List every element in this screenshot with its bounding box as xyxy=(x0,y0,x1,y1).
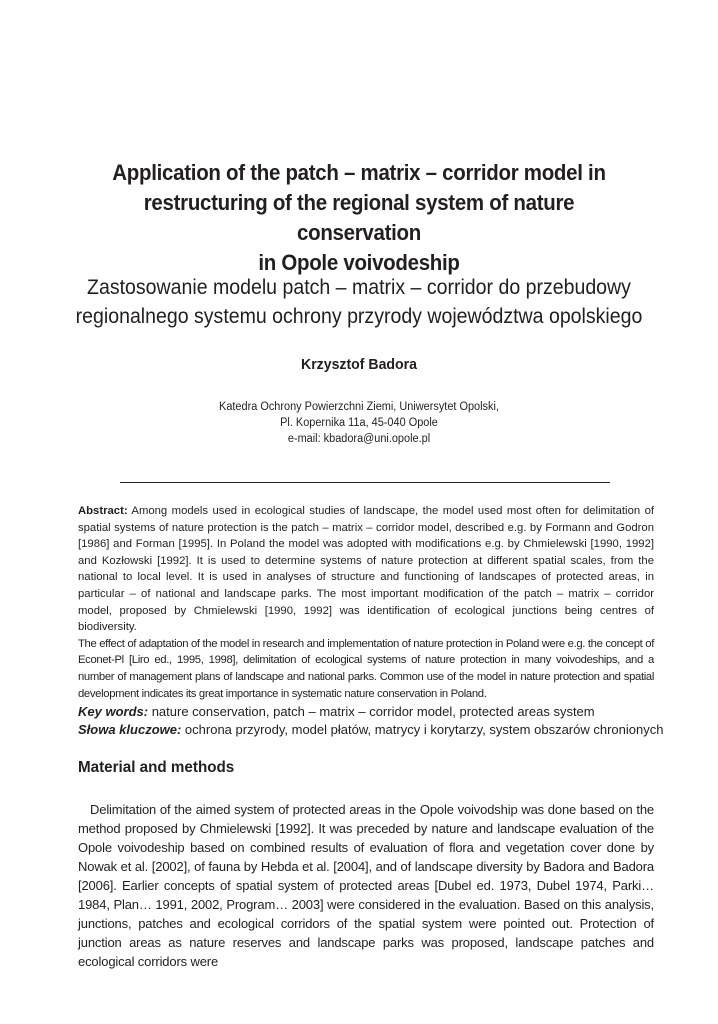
keywords-text: nature conservation, patch – matrix – corridor model, protected areas system xyxy=(148,704,595,719)
header-divider xyxy=(120,482,610,483)
affiliation-email: e-mail: kbadora@uni.opole.pl xyxy=(287,433,431,445)
keywords-block xyxy=(78,703,678,739)
subtitle-line-1: Zastosowanie modelu patch – matrix – corridor do przebudowy xyxy=(87,276,631,299)
author-affiliation xyxy=(18,399,700,447)
abstract-paragraph-1 xyxy=(78,503,654,636)
slowa-kluczowe-text: ochrona przyrody, model płatów, matrycy i korytarzy, system obszarów chronionych xyxy=(181,722,664,737)
subtitle-line-2: regionalnego systemu ochrony przyrody województwa opolskiego xyxy=(75,305,643,328)
section-heading: Material and methods xyxy=(78,759,235,776)
abstract-text-1: Among models used in ecological studies of landscape, the model used most often for delimitation of spatial systems of nature protection is the patch – matrix – corridor model, described e.g. by Formann and Godron [1986] and Forman [1995]. In Poland the model was adopted with modifications e.g. by Chmielewski [1990, 1992] and Kozłowski [1992]. It is used to determine systems of nature protection at different spatial scales, from the national to local level. It is used in analyses of structure and functioning of landscapes of protected areas, in particular – of national and landscape parks. The most important modification of the patch – matrix – corridor model, proposed by Chmielewski [1990, 1992] was identification of ecological junctions being centres of biodiversity. xyxy=(78,505,654,634)
section-body xyxy=(78,800,654,971)
abstract xyxy=(78,503,654,702)
affiliation-line-2: Pl. Kopernika 11a, 45-040 Opole xyxy=(280,417,438,429)
abstract-paragraph-2 xyxy=(78,636,654,702)
title-line-3: in Opole voivodeship xyxy=(258,250,460,275)
author-name: Krzysztof Badora xyxy=(301,356,417,373)
affiliation-line-1: Katedra Ochrony Powierzchni Ziemi, Uniwersytet Opolski, xyxy=(219,401,499,413)
title-line-1: Application of the patch – matrix – corridor model in xyxy=(112,160,606,185)
title-line-2: restructuring of the regional system of nature conservation xyxy=(143,190,575,245)
keywords-english xyxy=(78,703,678,721)
body-paragraph: Delimitation of the aimed system of protected areas in the Opole voivodship was done based on the method proposed by Chmielewski [1992]. It was preceded by nature and landscape evaluation of the Opole voivodeship based on combined results of evaluation of flora and vegetation cover done by Nowak et al. [2002], of fauna by Hebda et al. [2004], and of landscape diversity by Badora and Badora [2006]. Earlier concepts of spatial system of protected areas [Dubel ed. 1973, Dubel 1974, Parki… 1984, Plan… 1991, 2002, Program… 2003] were considered in the evaluation. Based on this analysis, junctions, patches and ecological corridors of the spatial system were pointed out. Protection of junction areas as nature reserves and landscape parks was proposed, landscape patches and ecological corridors were xyxy=(78,802,654,969)
paper-subtitle-polish xyxy=(72,273,647,331)
slowa-kluczowe-label: Słowa kluczowe: xyxy=(78,722,182,737)
keywords-label: Key words: xyxy=(78,704,149,719)
keywords-polish xyxy=(78,721,678,739)
abstract-text-2: The effect of adaptation of the model in research and implementation of nature protection in Poland were e.g. the concept of Econet-Pl [Liro ed., 1995, 1998], delimitation of ecological systems of nature protection in many voivodeships, and a number of management plans of landscape and national parks. Common use of the model in nature protection and spatial development indicates its great importance in systematic nature conservation in Poland. xyxy=(78,637,654,700)
abstract-label: Abstract: xyxy=(78,505,128,517)
paper-title xyxy=(81,158,637,278)
